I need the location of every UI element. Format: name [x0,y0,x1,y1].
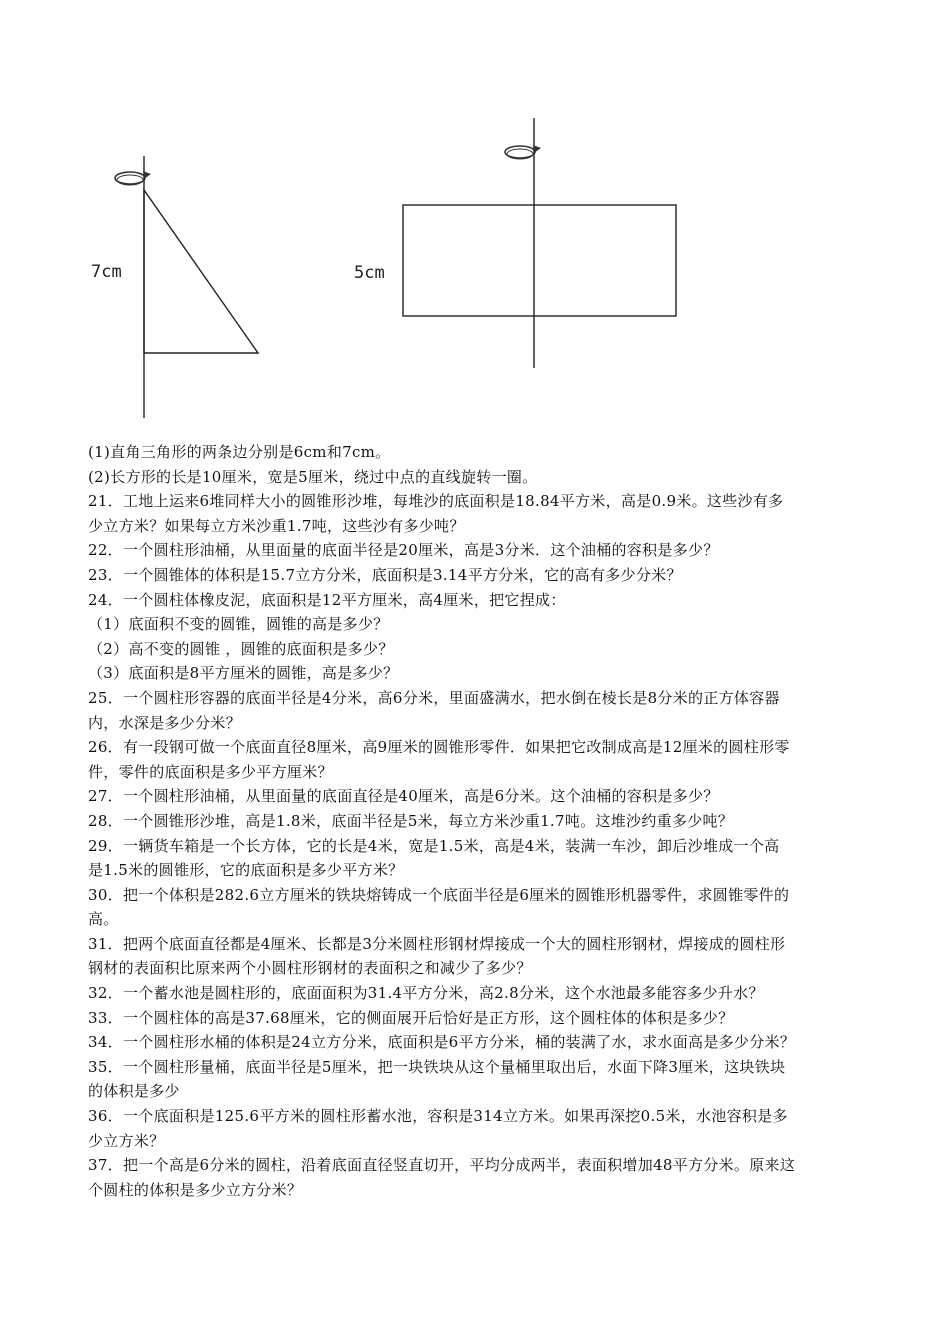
rectangle [403,205,676,316]
problem-text [88,440,868,1202]
text-line: 35．一个圆柱形量桶，底面半径是5厘米，把一块铁块从这个量桶里取出后，水面下降3厘米，这块铁块 [88,1057,786,1076]
text-line: 29．一辆货车箱是一个长方体，它的长是4米，宽是1.5米，高是4米，装满一车沙，卸后沙堆成一个高 [88,836,780,855]
text-line: 36．一个底面积是125.6平方米的圆柱形蓄水池，容积是314立方米。如果再深挖0.5米，水池容积是多 [88,1107,788,1126]
rectangle-figure [403,118,676,368]
rectangle-height-label: 5cm [354,263,385,283]
triangle-height-label: 7cm [91,262,122,282]
figure-triangle [0,0,950,440]
text-line: （3）底面积是8平方厘米的圆锥，高是多少？ [88,664,399,683]
text-line: 24．一个圆柱体橡皮泥，底面积是12平方厘米，高4厘米，把它捏成： [88,590,566,609]
text-line: (1)直角三角形的两条边分别是6cm和7cm。 [88,443,391,461]
text-line: 的体积是多少 [88,1082,180,1101]
text-line: 32．一个蓄水池是圆柱形的，底面面积为31.4平方分米，高2.8分米，这个水池最多能容多少升水？ [88,984,764,1003]
text-line: 内，水深是多少分米？ [88,713,242,732]
text-line: 21．工地上运来6堆同样大小的圆锥形沙堆，每堆沙的底面积是18.84平方米，高是0.9米。这些沙有多 [88,492,784,511]
text-line: （1）底面积不变的圆锥，圆锥的高是多少？ [88,615,389,634]
rotation-arrow-icon [115,171,151,185]
text-line: 少立方米？ [88,1131,165,1150]
text-line: (2)长方形的长是10厘米，宽是5厘米，绕过中点的直线旋转一圈。 [88,467,538,486]
text-line: 25．一个圆柱形容器的底面半径是4分米，高6分米，里面盛满水，把水倒在棱长是8分米的正方体容器 [88,688,780,707]
text-line: 31．把两个底面直径都是4厘米、长都是3分米圆柱形钢材焊接成一个大的圆柱形钢材，焊接成的圆柱形 [88,934,786,953]
text-line: 个圆柱的体积是多少立方分米？ [88,1180,303,1199]
text-line: 30．把一个体积是282.6立方厘米的铁块熔铸成一个底面半径是6厘米的圆锥形机器零件，求圆锥零件的 [88,885,790,904]
text-line: 27．一个圆柱形油桶，从里面量的底面直径是40厘米，高是6分米。这个油桶的容积是多少？ [88,787,719,806]
right-triangle [144,190,258,353]
text-line: 37．把一个高是6分米的圆柱，沿着底面直径竖直切开，平均分成两半，表面积增加48平方分米。原来这 [88,1156,796,1175]
text-line: 少立方米？如果每立方米沙重1.7吨，这些沙有多少吨？ [88,516,465,535]
triangle-figure [115,156,258,418]
text-line: 23．一个圆锥体的体积是15.7立方分米，底面积是3.14平方分米，它的高有多少分米？ [88,565,682,584]
text-line: 是1.5米的圆锥形，它的底面积是多少平方米？ [88,861,404,880]
text-line: 34．一个圆柱形水桶的体积是24立方分米，底面积是6平方分米，桶的装满了水，求水面高是多少分米？ [88,1033,796,1052]
text-line: 件，零件的底面积是多少平方厘米？ [88,762,333,781]
figures-area [0,0,950,440]
text-line: 22．一个圆柱形油桶，从里面量的底面半径是20厘米，高是3分米．这个油桶的容积是多少？ [88,541,719,560]
text-line: 33．一个圆柱体的高是37.68厘米，它的侧面展开后恰好是正方形，这个圆柱体的体积是多少？ [88,1008,734,1027]
text-line: （2）高不变的圆锥 ，圆锥的底面积是多少？ [88,639,394,658]
text-line: 28．一个圆锥形沙堆，高是1.8米，底面半径是5米，每立方米沙重1.7吨。这堆沙约重多少吨？ [88,811,734,830]
text-line: 26．有一段钢可做一个底面直径8厘米，高9厘米的圆锥形零件．如果把它改制成高是12厘米的圆柱形零 [88,738,790,757]
rotation-arrow-icon [505,145,541,159]
text-line: 高。 [88,910,119,929]
text-line: 钢材的表面积比原来两个小圆柱形钢材的表面积之和减少了多少？ [88,959,532,978]
